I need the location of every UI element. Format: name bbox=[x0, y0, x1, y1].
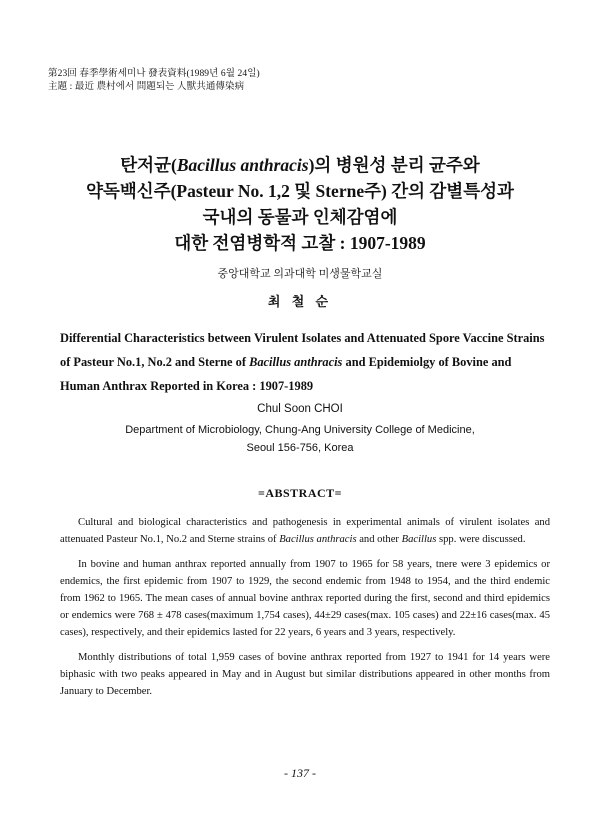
english-title-part-2: and Epidemiolgy of Bovine and Human Anthrax Reported in Korea : 1907-1989 bbox=[60, 355, 512, 393]
korean-title-line-1-pre: 탄저균( bbox=[120, 155, 177, 175]
korean-author: 최 철 순 bbox=[267, 294, 333, 309]
abstract-body bbox=[60, 514, 550, 708]
p1-text-c: spp. were discussed. bbox=[439, 534, 526, 545]
abstract-heading: =ABSTRACT= bbox=[257, 486, 343, 500]
department-line-1: Department of Microbiology, Chung-Ang University College of Medicine, bbox=[125, 424, 475, 436]
header-line-1: 第23回 春季學術세미나 發表資料(1989년 6월 24일) bbox=[48, 69, 260, 79]
english-title-part-1: Differential Characteristics between Virulent Isolates and Attenuated Spore Vaccine Strains of Pasteur No.1, No.2 and Sterne of bbox=[60, 331, 545, 369]
abstract-paragraph-2: In bovine and human anthrax reported annually from 1907 to 1965 for 58 years, tnere were 3 epidemics or endemics, the first epidemic from 1907 to 1929, the second endemic from 1948 to 1954, and the third endemic from 1962 to 1965. The mean cases of annual bovine anthrax reported during the first, second and third epidemics or endemics were 768 ± 478 cases(maximum 1,754 cases), 44±29 cases(max. 105 cases) and 22±16 cases(max. 45 cases), respectively, and their epidemics lasted for 22 years, 6 years and 3 years, respectively. bbox=[60, 559, 550, 638]
header-line-2: 主題 : 最近 農村에서 問題되는 人獸共通傳染病 bbox=[48, 82, 245, 92]
korean-title-line-1-post: )의 병원성 분리 균주와 bbox=[308, 155, 480, 175]
department-line-2: Seoul 156-756, Korea bbox=[246, 442, 354, 454]
korean-title-line-3: 국내의 동물과 인체감염에 bbox=[202, 207, 398, 227]
p1-species: Bacillus anthracis bbox=[279, 534, 357, 545]
p1-text-a: Cultural and biological characteristics and pathogenesis in experimental animals of virulent isolates and attenuated Pasteur No.1, No.2 and Sterne strains of bbox=[60, 517, 550, 545]
korean-title-species: Bacillus anthracis bbox=[176, 155, 309, 175]
english-author: Chul Soon CHOI bbox=[257, 403, 343, 415]
korean-title bbox=[0, 152, 600, 256]
english-title bbox=[60, 326, 550, 398]
conference-header bbox=[48, 68, 260, 94]
korean-affiliation: 중앙대학교 의과대학 미생물학교실 bbox=[217, 268, 383, 280]
p1-genus: Bacillus bbox=[401, 534, 437, 545]
english-title-species: Bacillus anthracis bbox=[249, 355, 343, 369]
p1-text-b: and other bbox=[359, 534, 399, 545]
korean-title-line-4: 대한 전염병학적 고찰 : 1907-1989 bbox=[174, 233, 426, 253]
abstract-paragraph-3: Monthly distributions of total 1,959 cases of bovine anthrax reported from 1927 to 1941 for 14 years were biphasic with two peaks appeared in May and in August but similar distributions appeared in other months from January to December. bbox=[60, 652, 550, 697]
page-number: - 137 - bbox=[284, 766, 316, 780]
abstract-paragraph-1 bbox=[60, 514, 550, 548]
korean-title-line-2: 약독백신주(Pasteur No. 1,2 및 Sterne주) 간의 감별특성과 bbox=[86, 181, 514, 201]
english-department bbox=[0, 421, 600, 457]
korean-title-line-1 bbox=[0, 152, 600, 178]
